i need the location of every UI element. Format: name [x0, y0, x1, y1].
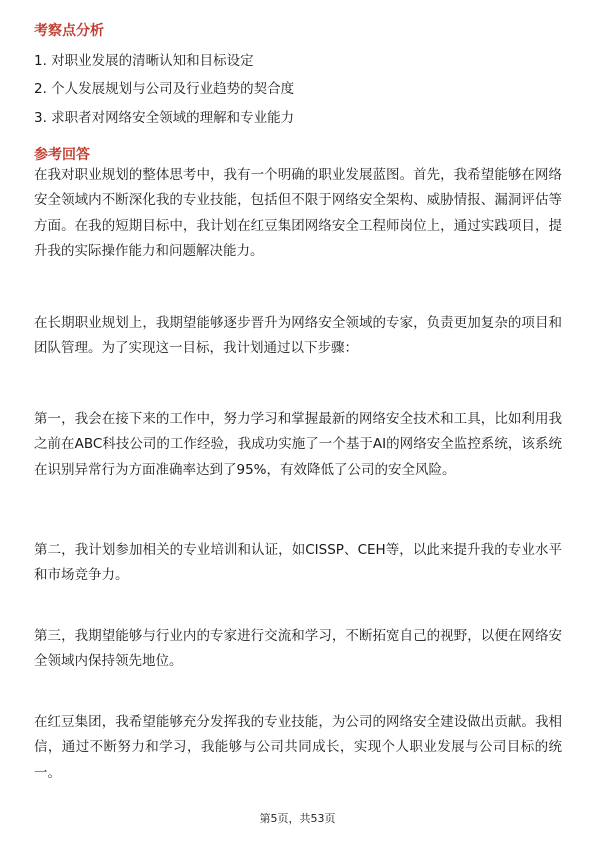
answer-section-title: 参考回答 — [34, 147, 90, 163]
answer-paragraph-3: 第一，我会在接下来的工作中，努力学习和掌握最新的网络安全技术和工具，比如利用我之前在ABC科技公司的工作经验，我成功实施了一个基于AI的网络安全监控系统，该系统在识别异常行为方面准确率达到了95%，有效降低了公司的安全风险。 — [34, 411, 562, 478]
analysis-point-1: 1. 对职业发展的清晰认知和目标设定 — [34, 53, 254, 69]
answer-paragraph-4: 第二，我计划参加相关的专业培训和认证，如CISSP、CEH等，以此来提升我的专业水平和市场竞争力。 — [34, 542, 562, 584]
page-number-footer: 第5页，共53页 — [259, 812, 336, 825]
answer-paragraph-1: 在我对职业规划的整体思考中，我有一个明确的职业发展蓝图。首先，我希望能够在网络安全领域内不断深化我的专业技能，包括但不限于网络安全架构、威胁情报、漏洞评估等方面。在我的短期目标中，我计划在红豆集团网络安全工程师岗位上，通过实践项目，提升我的实际操作能力和问题解决能力。 — [34, 167, 562, 260]
analysis-point-3: 3. 求职者对网络安全领域的理解和专业能力 — [34, 110, 295, 126]
analysis-point-2: 2. 个人发展规划与公司及行业趋势的契合度 — [34, 81, 295, 97]
analysis-section-title: 考察点分析 — [34, 23, 104, 39]
answer-paragraph-6: 在红豆集团，我希望能够充分发挥我的专业技能，为公司的网络安全建设做出贡献。我相信，通过不断努力和学习，我能够与公司共同成长，实现个人职业发展与公司目标的统一。 — [34, 714, 562, 781]
answer-paragraph-2: 在长期职业规划上，我期望能够逐步晋升为网络安全领域的专家，负责更加复杂的项目和团队管理。为了实现这一目标，我计划通过以下步骤： — [34, 315, 562, 357]
answer-paragraph-5: 第三，我期望能够与行业内的专家进行交流和学习，不断拓宽自己的视野，以便在网络安全领域内保持领先地位。 — [34, 628, 562, 670]
